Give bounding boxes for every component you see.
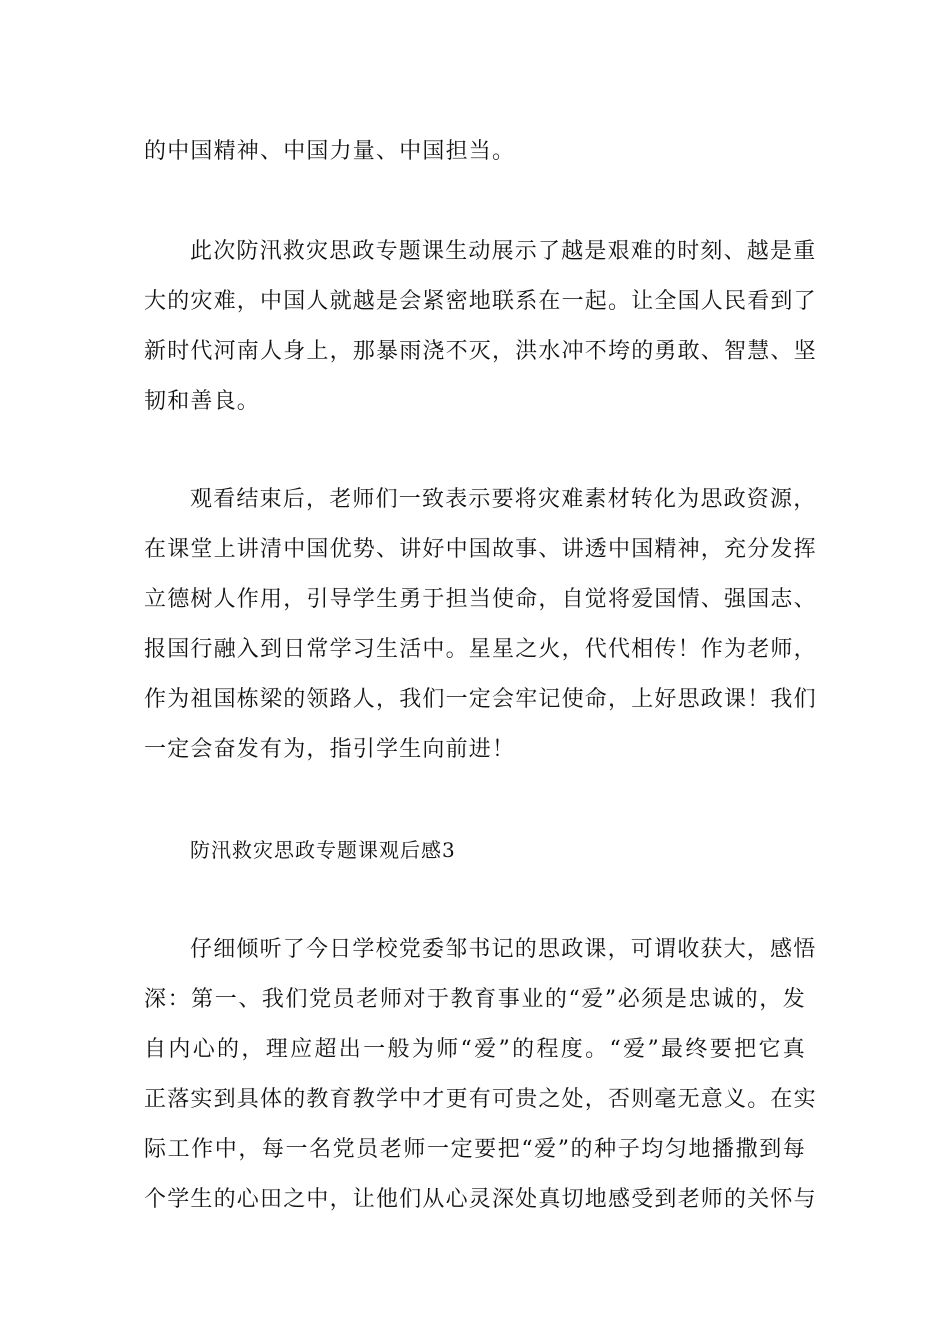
text-line: 际工作中，每一名党员老师一定要把“爱”的种子均匀地播撒到每: [144, 1137, 806, 1162]
text-line: 大的灾难，中国人就越是会紧密地联系在一起。让全国人民看到了: [144, 289, 817, 314]
text-line: 报国行融入到日常学习生活中。星星之火，代代相传！作为老师，: [144, 637, 817, 662]
text-line: 立德树人作用，引导学生勇于担当使命，自觉将爱国情、强国志、: [144, 587, 817, 612]
text-line: 在课堂上讲清中国优势、讲好中国故事、讲透中国精神，充分发挥: [144, 537, 817, 562]
text-line: 个学生的心田之中，让他们从心灵深处真切地感受到老师的关怀与: [144, 1187, 817, 1212]
text-line: 韧和善良。: [144, 389, 261, 414]
text-line: 此次防汛救灾思政专题课生动展示了越是艰难的时刻、越是重: [190, 239, 817, 264]
section-heading: 防汛救灾思政专题课观后感3: [190, 838, 456, 862]
text-line: 新时代河南人身上，那暴雨浇不灭，洪水冲不垮的勇敢、智慧、坚: [144, 339, 817, 364]
text-line: 一定会奋发有为，指引学生向前进！: [144, 737, 516, 762]
text-line: 深：第一、我们党员老师对于教育事业的“爱”必须是忠诚的，发: [144, 987, 806, 1012]
text-line: 仔细倾听了今日学校党委邹书记的思政课，可谓收获大，感悟: [190, 937, 817, 962]
text-line: 的中国精神、中国力量、中国担当。: [144, 139, 516, 164]
text-line: 正落实到具体的教育教学中才更有可贵之处，否则毫无意义。在实: [144, 1087, 817, 1112]
text-line: 观看结束后，老师们一致表示要将灾难素材转化为思政资源，: [190, 487, 817, 512]
text-line: 作为祖国栋梁的领路人，我们一定会牢记使命，上好思政课！我们: [144, 687, 817, 712]
text-line: 自内心的，理应超出一般为师“爱”的程度。“爱”最终要把它真: [144, 1037, 806, 1062]
